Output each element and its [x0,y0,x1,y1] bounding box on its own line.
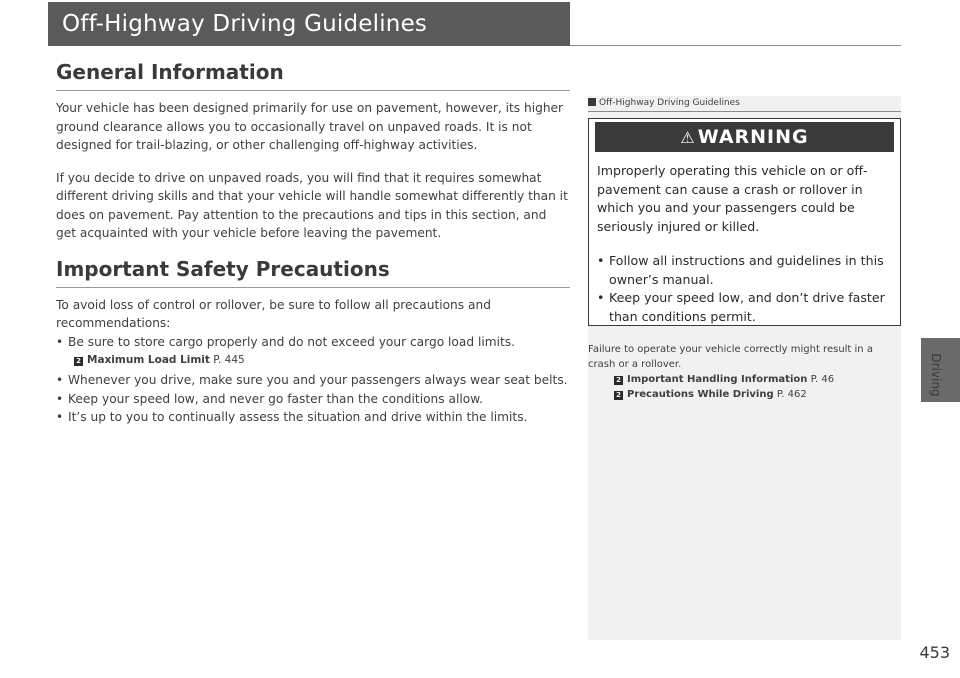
list-item [56,390,570,409]
warning-header [595,122,894,152]
bullet-text: Whenever you drive, make sure you and your passengers always wear seat belts. [68,373,568,387]
bullet-text: Keep your speed low, and never go faster than the conditions allow. [68,391,483,406]
xref-label: Maximum Load Limit [87,354,210,366]
section-label: Driving [929,353,943,397]
general-heading: General Information [56,60,570,91]
warning-triangle-icon: ⚠ [680,128,696,147]
page-title: Off-Highway Driving Guidelines [62,11,428,37]
general-para-2: If you decide to drive on unpaved roads, you will find that it requires somewhat different driving skills and that your vehicle will handle somewhat differently than it does on pavement. Pay attention to the precautions and tips in this section, and get acquainted with your vehicle before leaving the pavement. [56,170,568,240]
note-marker-icon [588,98,596,106]
safety-intro: To avoid loss of control or rollover, be sure to follow all precautions and recommendations: [56,297,491,330]
warning-list [597,252,892,326]
xref-page: P. 462 [776,389,807,400]
warning-body [589,152,900,326]
safety-heading: Important Safety Precautions [56,257,570,288]
xref-link[interactable] [588,387,893,402]
main-content [56,60,570,427]
side-header-text: Off-Highway Driving Guidelines [599,98,740,108]
warning-label: WARNING [697,126,809,148]
page-number: 453 [919,643,950,662]
warning-box [588,118,901,326]
xref-page: P. 445 [213,354,245,366]
bullet-text: Follow all instructions and guidelines in this owner’s manual. [609,253,884,287]
side-note [588,342,893,402]
xref-page: P. 46 [810,374,835,385]
xref-arrow-icon: 2 [614,376,623,385]
side-header [588,96,901,112]
xref-arrow-icon: 2 [614,391,623,400]
xref-label: Precautions While Driving [627,389,774,400]
xref-link[interactable] [588,372,893,387]
page-title-bar [48,2,570,46]
bullet-text: Be sure to store cargo properly and do not exceed your cargo load limits. [68,334,515,349]
safety-list [56,333,570,352]
list-item [597,252,892,289]
list-item [597,289,892,326]
list-item [56,408,570,427]
general-para-1: Your vehicle has been designed primarily for use on pavement, however, its higher ground clearance allows you to occasionally travel on unpaved roads. It is not designed for trail-blazing, or other challenging off-highway activities. [56,101,564,152]
bullet-text: Keep your speed low, and don’t drive faster than conditions permit. [609,290,885,324]
side-note-text: Failure to operate your vehicle correctly might result in a crash or a rollover. [588,344,873,370]
warning-text: Improperly operating this vehicle on or off-pavement can cause a crash or rollover in which you and your passengers could be seriously injured or killed. [597,163,868,234]
safety-list-continued [56,371,570,427]
title-rule [570,45,901,46]
xref-link[interactable] [56,352,570,368]
xref-label: Important Handling Information [627,374,808,385]
list-item [56,333,570,352]
safety-section [56,257,570,427]
xref-arrow-icon: 2 [74,357,83,366]
bullet-text: It’s up to you to continually assess the situation and drive within the limits. [68,410,528,424]
side-panel [588,96,901,640]
list-item [56,371,570,390]
